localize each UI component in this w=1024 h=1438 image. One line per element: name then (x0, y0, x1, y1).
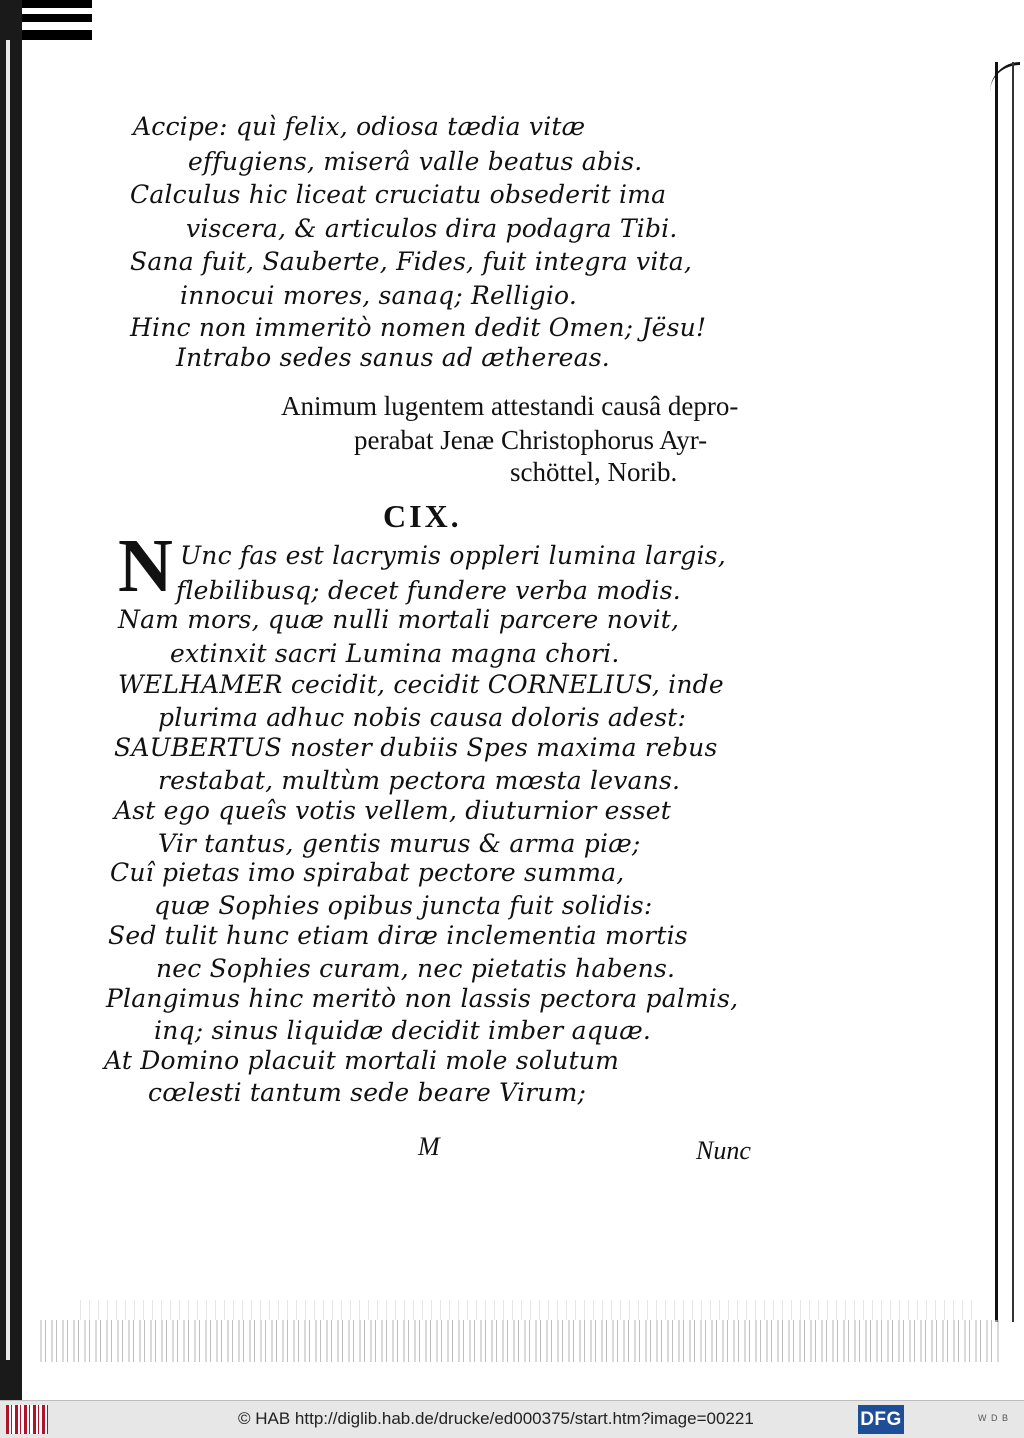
scan-noise (80, 1300, 980, 1320)
poem-line: Ast ego queîs votis vellem, diuturnior esset (114, 796, 671, 825)
wdb-mark: W D B (978, 1413, 1009, 1423)
poem-line: Plangimus hinc meritò non lassis pectora palmis, (106, 984, 739, 1013)
source-credit[interactable]: © HAB http://diglib.hab.de/drucke/ed000375/start.htm?image=00221 (238, 1409, 754, 1428)
poem-line: viscera, & articulos dira podagra Tibi. (186, 214, 678, 243)
poem-line: Hinc non immeritò nomen dedit Omen; Jësu! (130, 313, 707, 342)
drop-cap: N (118, 524, 173, 608)
subscription-line: Animum lugentem attestandi causâ depro- (281, 391, 739, 421)
poem-line: inq; sinus liquidæ decidit imber aquæ. (154, 1016, 652, 1045)
poem-line: WELHAMER cecidit, cecidit CORNELIUS, inde (118, 670, 724, 699)
attribution-bar (0, 1400, 1024, 1438)
poem-line: Sed tulit hunc etiam diræ inclementia mortis (108, 921, 688, 950)
poem-line: quæ Sophies opibus juncta fuit solidis: (154, 891, 653, 920)
poem-line: Unc fas est lacrymis oppleri lumina largis, (180, 541, 726, 570)
poem-line: plurima adhuc nobis causa doloris adest: (158, 703, 687, 732)
page-fore-edge (995, 62, 1014, 1322)
poem-line: innocui mores, sanaq; Relligio. (180, 281, 577, 310)
barcode-icon (6, 1405, 48, 1434)
page-bottom-edge (40, 1320, 1000, 1362)
poem-line: nec Sophies curam, nec pietatis habens. (156, 954, 676, 983)
section-number: CIX. (383, 498, 462, 534)
poem-line: Sana fuit, Sauberte, Fides, fuit integra vita, (130, 247, 693, 276)
poem-line: Calculus hic liceat cruciatu obsederit ima (130, 180, 667, 209)
poem-line: extinxit sacri Lumina magna chori. (170, 639, 620, 668)
dfg-logo[interactable]: DFG (858, 1405, 904, 1434)
subscription-line: perabat Jenæ Christophorus Ayr- (354, 425, 708, 455)
subscription-line: schöttel, Norib. (510, 457, 678, 487)
poem-line: Intrabo sedes sanus ad æthereas. (176, 343, 610, 372)
catchword: Nunc (696, 1136, 751, 1165)
poem-line: Vir tantus, gentis murus & arma piæ; (158, 829, 641, 858)
book-spine-edge (0, 0, 22, 1400)
poem-line: cœlesti tantum sede beare Virum; (148, 1078, 587, 1107)
poem-line: SAUBERTUS noster dubiis Spes maxima rebus (114, 733, 718, 762)
poem-line: Accipe: quì felix, odiosa tædia vitæ (133, 112, 586, 141)
poem-line: Nam mors, quæ nulli mortali parcere novit, (118, 605, 680, 634)
poem-line: At Domino placuit mortali mole solutum (104, 1046, 620, 1075)
poem-line: flebilibusq; decet fundere verba modis. (176, 576, 681, 605)
signature-mark: M (418, 1132, 440, 1161)
poem-line: effugiens, miserâ valle beatus abis. (188, 147, 643, 176)
scan-margin-marks (22, 0, 92, 40)
poem-line: Cuî pietas imo spirabat pectore summa, (110, 858, 625, 887)
poem-line: restabat, multùm pectora mœsta levans. (158, 766, 681, 795)
